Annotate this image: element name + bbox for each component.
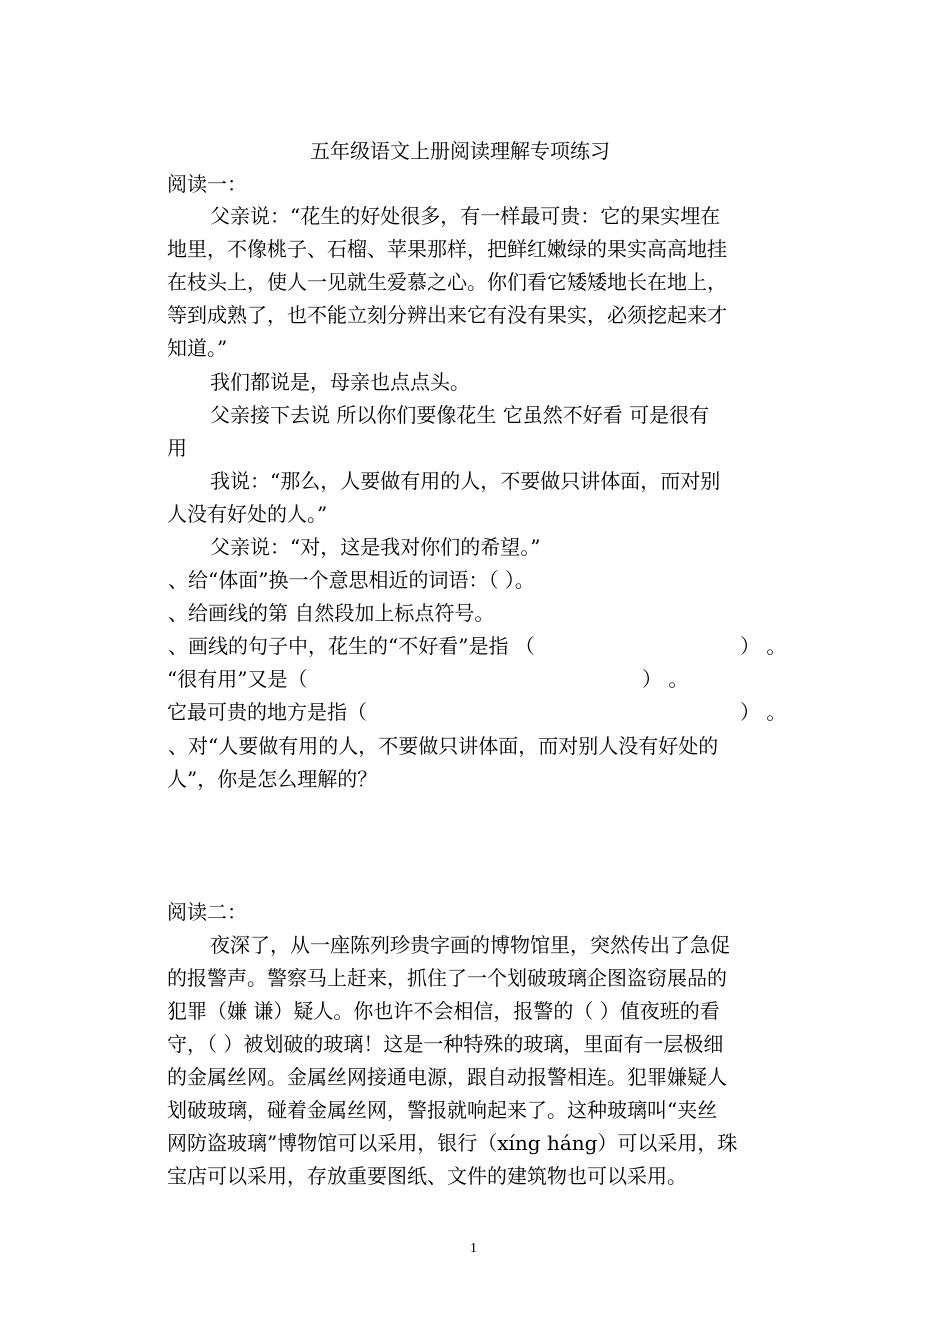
question-1: 、给“体面”换一个意思相近的词语：（ ）。 xyxy=(168,568,535,592)
reading1-paragraph1-line: 知道。” xyxy=(167,336,228,360)
reading1-paragraph1-line: 在枝头上，使人一见就生爱慕之心。你们看它矮矮地长在地上， xyxy=(167,270,727,294)
question-4-line: 、对“人要做有用的人，不要做只讲体面，而对别人没有好处的 xyxy=(168,734,719,758)
reading1-paragraph3-line: 用 xyxy=(167,436,187,460)
reading1-heading: 阅读一： xyxy=(167,172,247,196)
reading2-paragraph-line: 网防盗玻璃”博物馆可以采用，银行（xíng háng）可以采用，珠 xyxy=(167,1131,738,1155)
page-title: 五年级语文上册阅读理解专项练习 xyxy=(310,139,610,163)
page-number: 1 xyxy=(470,1241,477,1256)
reading2-paragraph-line: 守，（ ）被划破的玻璃！这是一种特殊的玻璃，里面有一层极细 xyxy=(167,1032,724,1056)
reading1-paragraph5: 父亲说：“对，这是我对你们的希望。” xyxy=(210,535,541,559)
reading1-paragraph2: 我们都说是，母亲也点点头。 xyxy=(210,370,470,394)
reading2-paragraph-line: 犯罪（嫌 谦）疑人。你也许不会相信，报警的（ ）值夜班的看 xyxy=(167,999,720,1023)
reading1-paragraph1-line: 等到成熟了，也不能立刻分辨出来它有没有果实，必须挖起来才 xyxy=(167,303,727,327)
reading1-paragraph1-line: 父亲说：“花生的好处很多，有一样最可贵：它的果实埋在 xyxy=(210,204,721,228)
reading2-paragraph-line: 夜深了，从一座陈列珍贵字画的博物馆里，突然传出了急促 xyxy=(210,933,730,957)
reading2-paragraph-line: 的金属丝网。金属丝网接通电源，跟自动报警相连。犯罪嫌疑人 xyxy=(167,1065,727,1089)
question-3-part-b: “很有用”又是（ xyxy=(167,667,308,691)
question-3-part-c: 它最可贵的地方是指（ xyxy=(167,700,367,724)
reading1-paragraph3-line: 父亲接下去说 所以你们要像花生 它虽然不好看 可是很有 xyxy=(210,403,710,427)
question-3-part-a-end: ） 。 xyxy=(740,634,787,658)
reading2-paragraph-line: 划破玻璃，碰着金属丝网，警报就响起来了。这种玻璃叫“夹丝 xyxy=(167,1098,718,1122)
question-3-part-b-end: ） 。 xyxy=(642,667,689,691)
question-3-part-c-end: ） 。 xyxy=(740,700,787,724)
reading2-paragraph-line: 的报警声。警察马上赶来，抓住了一个划破玻璃企图盗窃展品的 xyxy=(167,966,727,990)
reading2-paragraph-line: 宝店可以采用，存放重要图纸、文件的建筑物也可以采用。 xyxy=(167,1164,687,1188)
reading1-paragraph1-line: 地里，不像桃子、石榴、苹果那样，把鲜红嫩绿的果实高高地挂 xyxy=(167,237,727,261)
reading2-heading: 阅读二： xyxy=(167,900,247,924)
question-2: 、给画线的第 自然段加上标点符号。 xyxy=(168,601,495,625)
question-4-line: 人”，你是怎么理解的？ xyxy=(167,767,378,791)
reading1-paragraph4-line: 人没有好处的人。” xyxy=(167,502,328,526)
question-3-part-a: 、画线的句子中，花生的“不好看”是指 （ xyxy=(168,634,535,658)
reading1-paragraph4-line: 我说：“那么，人要做有用的人，不要做只讲体面，而对别 xyxy=(210,469,721,493)
